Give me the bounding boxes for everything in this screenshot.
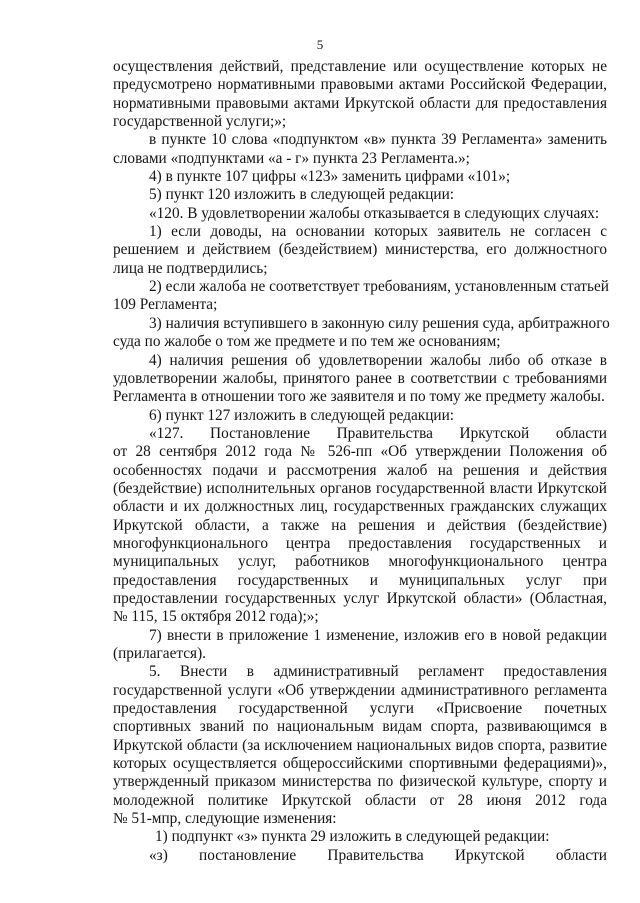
text-line: № 51-мпр, следующие изменения: xyxy=(113,810,337,828)
document-body xyxy=(113,58,610,865)
text-line: 3) наличия вступившего в законную силу решения суда, арбитражного xyxy=(149,314,610,332)
text-line: предоставления государственной услуги «Присвоение почетных xyxy=(113,700,607,718)
text-line: 4) наличия решения об удовлетворении жалобы либо об отказе в xyxy=(149,351,607,369)
text-line: 7) внести в приложение 1 изменение, изложив его в новой редакции xyxy=(149,626,607,644)
text-line: в пункте 10 слова «подпунктом «в» пункта 39 Регламента» заменить xyxy=(149,131,607,149)
text-line: № 115, 15 октября 2012 года);»; xyxy=(113,608,319,626)
text-line: (прилагается). xyxy=(113,645,207,662)
text-line: утвержденный приказом министерства по физической культуре, спорту и xyxy=(113,773,607,791)
text-line: словами «подпунктами «а - г» пункта 23 Регламента.»; xyxy=(113,149,470,167)
text-line: Регламента в отношении того же заявителя и по тому же предмету жалобы. xyxy=(113,388,605,406)
text-line: 5. Внести в административный регламент предоставления xyxy=(149,663,607,681)
text-line: 2) если жалоба не соответствует требованиям, установленным статьей xyxy=(149,278,609,296)
page-number: 5 xyxy=(316,37,324,52)
text-line: многофункционального центра предоставления государственных и xyxy=(113,534,607,552)
text-line: молодежной политике Иркутской области от 28 июня 2012 года xyxy=(113,791,607,809)
text-line: нормативными правовыми актами Иркутской области для предоставления xyxy=(113,94,607,112)
text-line: муниципальных услуг, работников многофункционального центра xyxy=(113,553,607,571)
text-line: суда по жалобе о том же предмете и по тем же основаниям; xyxy=(113,333,501,351)
text-line: от 28 сентября 2012 года № 526-пп «Об утверждении Положения об xyxy=(113,443,607,461)
text-line: предусмотрено нормативными правовыми актами Российской Федерации, xyxy=(113,76,607,94)
text-line: спортивных званий по национальным видам спорта, развивающимся в xyxy=(113,718,607,736)
text-line: области и их должностных лиц, государственных гражданских служащих xyxy=(113,498,607,516)
text-line: государственной услуги;»; xyxy=(113,113,287,131)
text-line: государственной услуги «Об утверждении административного регламента xyxy=(113,681,607,699)
text-line: предоставления государственных и муниципальных услуг при xyxy=(113,571,607,589)
text-line: которых осуществляется общероссийскими спортивными федерациями)», xyxy=(113,755,607,773)
text-line: «120. В удовлетворении жалобы отказывается в следующих случаях: xyxy=(149,204,600,222)
text-line: 4) в пункте 107 цифры «123» заменить цифрами «101»; xyxy=(149,168,511,186)
text-line: Иркутской области, а также на решения и действия (бездействие) xyxy=(113,516,607,534)
text-line: лица не подтвердились; xyxy=(113,259,268,277)
text-line: особенностях подачи и рассмотрения жалоб на решения и действия xyxy=(113,461,607,479)
text-line: (бездействие) исполнительных органов государственной власти Иркутской xyxy=(113,479,607,497)
text-line: 6) пункт 127 изложить в следующей редакции: xyxy=(149,406,455,424)
text-line: решением и действием (бездействием) министерства, его должностного xyxy=(113,241,607,259)
text-line: 5) пункт 120 изложить в следующей редакции: xyxy=(149,186,455,204)
text-line: удовлетворении жалобы, принятого ранее в соответствии с требованиями xyxy=(113,369,607,387)
text-line: Иркутской области (за исключением национальных видов спорта, развитие xyxy=(113,736,607,754)
text-line: 1) подпункт «з» пункта 29 изложить в следующей редакции: xyxy=(155,828,550,846)
text-line: предоставлении государственных услуг Иркутской области» (Областная, xyxy=(113,589,607,607)
text-line: осуществления действий, представление или осуществление которых не xyxy=(113,58,607,75)
text-line: 1) если доводы, на основании которых заявитель не согласен с xyxy=(149,223,607,241)
text-line: 109 Регламента; xyxy=(113,296,218,314)
text-line: «з) постановление Правительства Иркутской области xyxy=(149,846,607,864)
text-line: «127. Постановление Правительства Иркутской области xyxy=(149,424,607,442)
